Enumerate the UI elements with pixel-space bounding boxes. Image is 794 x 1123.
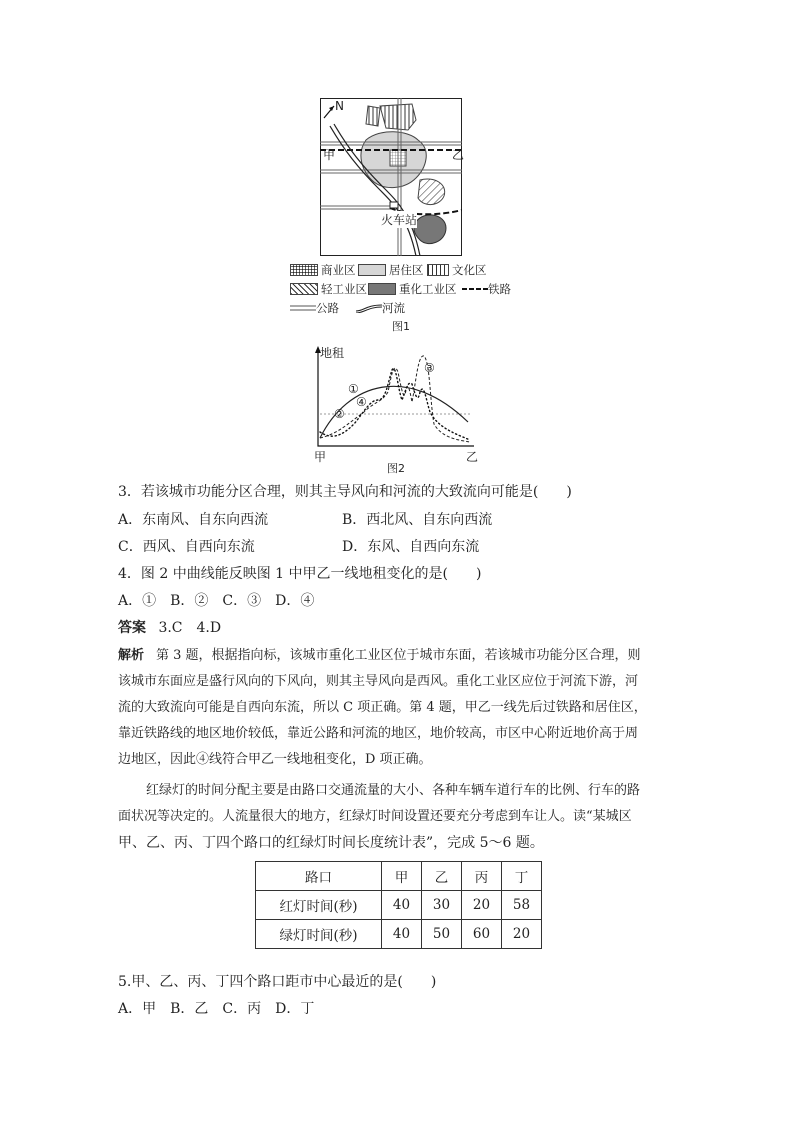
- railway-symbol: [462, 284, 488, 294]
- legend-commercial: 商业区: [290, 262, 356, 278]
- table-cell: 红灯时间(秒): [256, 891, 382, 920]
- table-cell: 58: [502, 891, 542, 920]
- passage-block: [118, 778, 678, 856]
- curve-4-label: ④: [356, 395, 367, 409]
- figure2-x-end: 乙: [466, 450, 479, 464]
- legend-residential: 居住区: [358, 262, 424, 278]
- figure1-caption: 图1: [392, 320, 410, 333]
- analysis-line-2: 该城市东面应是盛行风向的下风向，则其主导风向是西风。重化工业区应位于河流下游，河: [118, 674, 639, 689]
- q4-options: A．① B．② C．③ D．④: [118, 593, 315, 609]
- legend-heavy-industry: 重化工业区: [368, 281, 457, 297]
- table-header-cell: 路口: [256, 862, 382, 891]
- table-row: [256, 920, 542, 949]
- cultural-swatch: [427, 264, 449, 276]
- table-cell: 60: [462, 920, 502, 949]
- analysis-block: [118, 643, 648, 773]
- heavy-industry-swatch: [368, 283, 396, 295]
- answer-line: [118, 618, 221, 638]
- curve-3-label: ③: [424, 361, 435, 375]
- commercial-swatch: [290, 264, 318, 276]
- q3-option-a: A．东南风、自东向西流: [118, 512, 269, 528]
- analysis-label: 解析: [118, 648, 145, 663]
- curve-2-label: ②: [334, 407, 345, 421]
- station-label: 火车站: [381, 213, 418, 227]
- analysis-line-1: 第 3 题，根据指向标，该城市重化工业区位于城市东面，若该城市功能分区合理，则: [156, 648, 641, 663]
- figure2-ylabel: 地租: [320, 346, 345, 360]
- q5-stem: 5.甲、乙、丙、丁四个路口距市中心最近的是( ): [118, 974, 437, 990]
- table-cell: 绿灯时间(秒): [256, 920, 382, 949]
- legend-railway: 铁路: [462, 281, 511, 297]
- river-symbol: [356, 303, 382, 313]
- figure2-x-start: 甲: [314, 450, 327, 464]
- table-header-cell: 乙: [422, 862, 462, 891]
- legend-light-industry: 轻工业区: [290, 281, 367, 297]
- q3-stem: 3．若该城市功能分区合理，则其主导风向和河流的大致流向可能是( ): [118, 484, 572, 500]
- q3-option-d: D．东风、自西向东流: [342, 539, 480, 555]
- answer-text: 3.C 4.D: [158, 620, 222, 636]
- legend-highway: 公路: [290, 300, 339, 316]
- curve-1-label: ①: [348, 382, 359, 396]
- analysis-line-4: 靠近铁路线的地区地价较低，靠近公路和河流的地区，地价较高，市区中心附近地价高于周: [118, 726, 639, 741]
- legend-cultural: 文化区: [427, 262, 487, 278]
- analysis-line-5: 边地区，因此④线符合甲乙一线地租变化，D 项正确。: [118, 752, 432, 767]
- analysis-line-3: 流的大致流向可能是自西向东流，所以 C 项正确。第 4 题，甲乙一线先后过铁路和居住区，: [118, 700, 647, 715]
- table-row: [256, 891, 542, 920]
- table-cell: 40: [382, 891, 422, 920]
- highway-symbol: [290, 303, 316, 313]
- passage-line-3: 甲、乙、丙、丁四个路口的红绿灯时间长度统计表”，完成 5～6 题。: [118, 835, 544, 851]
- map-jia-label: 甲: [323, 148, 336, 162]
- passage-line-2: 面状况等决定的。人流量很大的地方，红绿灯时间设置还要充分考虑到车让人。读“某城区: [118, 809, 632, 824]
- q5-options: A．甲 B．乙 C．丙 D．丁: [118, 1001, 315, 1017]
- north-label: N: [335, 99, 344, 113]
- answer-label: 答案: [118, 620, 146, 636]
- map-yi-label: 乙: [452, 148, 465, 162]
- residential-swatch: [358, 264, 386, 276]
- table-cell: 30: [422, 891, 462, 920]
- table-cell: 20: [462, 891, 502, 920]
- table-cell: 40: [382, 920, 422, 949]
- light-industry-swatch: [290, 283, 318, 295]
- q4-stem: 4．图 2 中曲线能反映图 1 中甲乙一线地租变化的是( ): [118, 566, 482, 582]
- passage-line-1: 红绿灯的时间分配主要是由路口交通流量的大小、各种车辆车道行车的比例、行车的路: [146, 783, 641, 798]
- table-header-cell: 丁: [502, 862, 542, 891]
- figure1-map: [320, 98, 465, 256]
- traffic-light-table: [255, 861, 542, 949]
- table-header-cell: 甲: [382, 862, 422, 891]
- q3-option-c: C．西风、自西向东流: [118, 539, 255, 555]
- table-cell: 50: [422, 920, 462, 949]
- legend-river: 河流: [356, 300, 405, 316]
- figure2-caption: 图2: [387, 462, 405, 475]
- table-header-row: [256, 862, 542, 891]
- table-cell: 20: [502, 920, 542, 949]
- table-header-cell: 丙: [462, 862, 502, 891]
- q3-option-b: B．西北风、自东向西流: [342, 512, 493, 528]
